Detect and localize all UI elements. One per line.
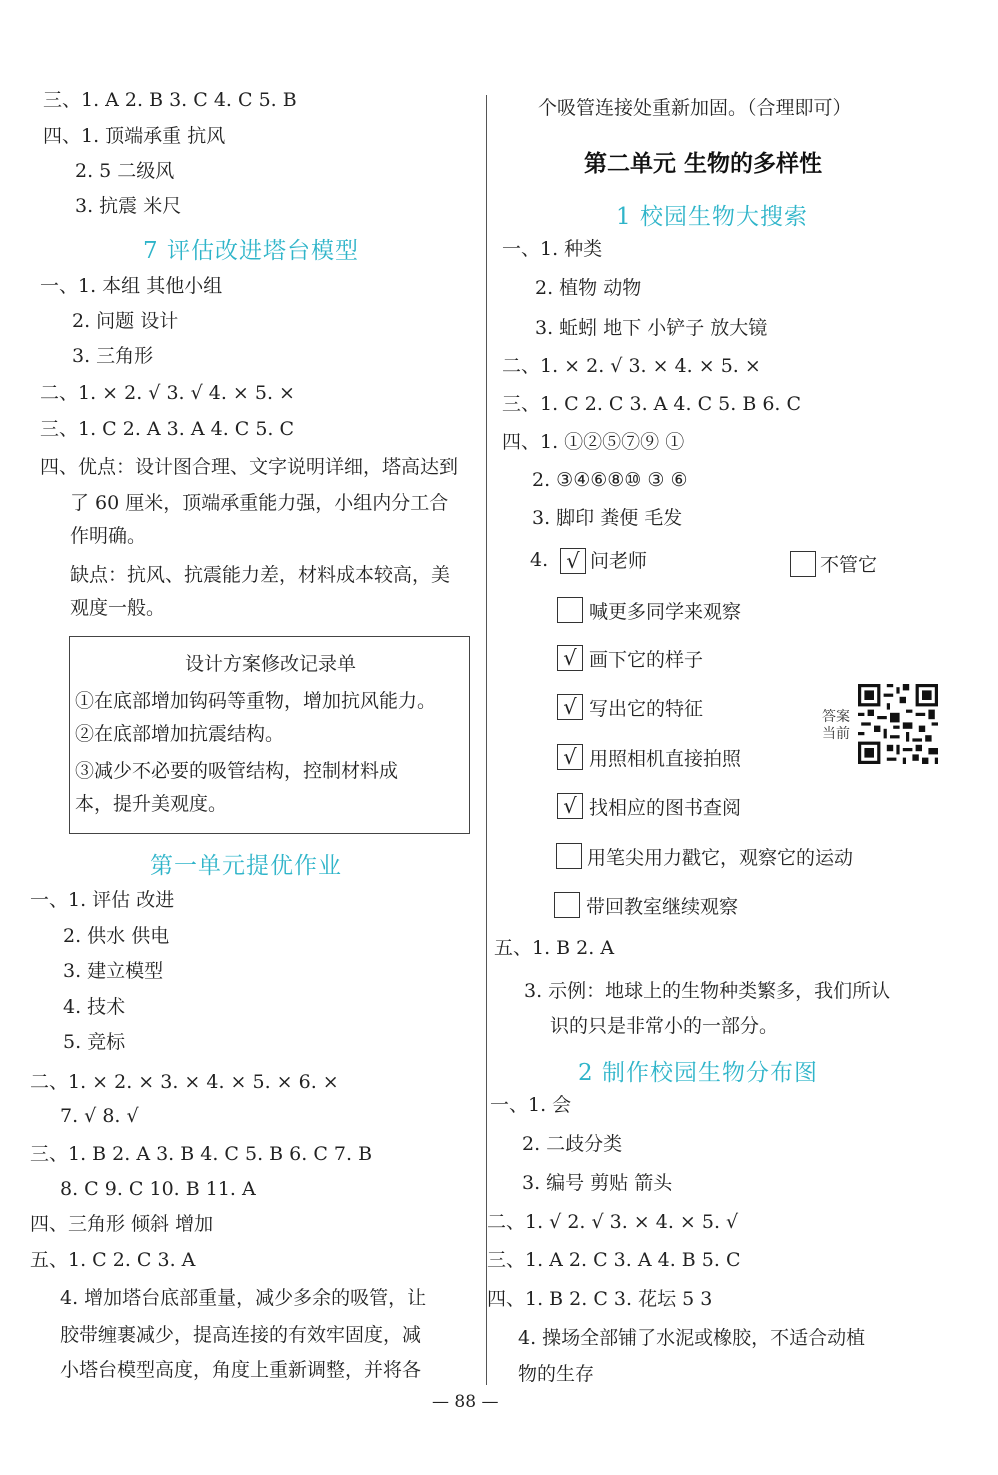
answer-line: 四、1. 顶端承重 抗风 [43, 125, 226, 147]
answer-line: 4. 操场全部铺了水泥或橡胶，不适合动植 [518, 1327, 866, 1349]
answer-line: 2. 二歧分类 [522, 1133, 623, 1155]
option-label: 用笔尖用力戳它，观察它的运动 [587, 847, 854, 869]
option-label: 画下它的样子 [589, 649, 704, 671]
section-title: 第一单元提优作业 [150, 853, 342, 879]
checkbox-checked: √ [557, 645, 583, 671]
answer-line: 三、1. A 2. B 3. C 4. C 5. B [43, 89, 297, 111]
answer-line: 一、1. 本组 其他小组 [40, 275, 223, 297]
answer-line: 个吸管连接处重新加固。（合理即可） [538, 97, 852, 119]
answer-line: 缺点：抗风、抗震能力差，材料成本较高，美 [70, 564, 451, 586]
option-label: 问老师 [590, 550, 648, 572]
checkbox-checked: √ [557, 744, 583, 770]
answer-line: 五、1. C 2. C 3. A [30, 1249, 196, 1271]
answer-line: 7. √ 8. √ [60, 1105, 139, 1127]
option-label: 找相应的图书查阅 [589, 797, 742, 819]
answer-line: 识的只是非常小的一部分。 [550, 1015, 779, 1037]
answer-line: 五、1. B 2. A [494, 937, 615, 959]
page-number: — 88 — [432, 1392, 499, 1412]
answer-line: 3. 脚印 粪便 毛发 [532, 507, 683, 529]
answer-line: 四、1. ①②⑤⑦⑨ ① [502, 431, 685, 453]
answer-line: 3. 编号 剪贴 箭头 [522, 1172, 673, 1194]
answer-line: 4. 增加塔台底部重量，减少多余的吸管，让 [60, 1287, 427, 1309]
answer-line: 三、1. B 2. A 3. B 4. C 5. B 6. C 7. B [30, 1143, 373, 1165]
checkbox-empty [554, 892, 580, 918]
answer-line: 二、1. × 2. √ 3. × 4. × 5. × [502, 355, 761, 377]
checkbox-empty [557, 597, 583, 623]
checkbox-empty [790, 551, 816, 577]
answer-line: 5. 竞标 [63, 1031, 126, 1053]
checkbox-checked: √ [560, 548, 586, 574]
answer-line: 了 60 厘米，顶端承重能力强，小组内分工合 [70, 492, 449, 514]
checkbox-checked: √ [557, 694, 583, 720]
answer-line: 8. C 9. C 10. B 11. A [60, 1178, 256, 1200]
box-line: ①在底部增加钩码等重物，增加抗风能力。 [75, 690, 437, 712]
answer-line: 胶带缠裹减少，提高连接的有效牢固度，减 [60, 1324, 422, 1346]
option-label: 带回教室继续观察 [586, 896, 739, 918]
section-title: 2 制作校园生物分布图 [578, 1060, 818, 1086]
checkbox-empty [556, 843, 582, 869]
answer-line: 作明确。 [70, 525, 147, 547]
box-title: 设计方案修改记录单 [185, 653, 357, 675]
answer-line: 一、1. 种类 [502, 238, 603, 260]
answer-line: 3. 抗震 米尺 [75, 195, 182, 217]
answer-line: 2. 植物 动物 [535, 277, 642, 299]
answer-line: 四、优点：设计图合理、文字说明详细，塔高达到 [40, 456, 459, 478]
answer-line: 四、三角形 倾斜 增加 [30, 1213, 214, 1235]
answer-line: 小塔台模型高度，角度上重新调整，并将各 [60, 1359, 422, 1381]
qr-label: 当前 [822, 726, 850, 742]
qr-code-icon[interactable] [858, 684, 938, 764]
answer-line: 三、1. A 2. C 3. A 4. B 5. C [487, 1249, 741, 1271]
answer-line: 三、1. C 2. C 3. A 4. C 5. B 6. C [502, 393, 802, 415]
answer-line: 2. 5 二级风 [75, 160, 175, 182]
answer-line: 3. 示例：地球上的生物种类繁多，我们所认 [524, 980, 891, 1002]
answer-line: 3. 三角形 [72, 345, 154, 367]
section-title: 7 评估改进塔台模型 [143, 238, 359, 264]
answer-line: 一、1. 会 [490, 1094, 572, 1116]
answer-line: 4. 技术 [63, 996, 126, 1018]
box-line: ③减少不必要的吸管结构，控制材料成 [75, 760, 399, 782]
answer-line: 二、1. √ 2. √ 3. × 4. × 5. √ [487, 1211, 739, 1233]
box-line: ②在底部增加抗震结构。 [75, 723, 285, 745]
answer-line: 3. 建立模型 [63, 960, 164, 982]
answer-line: 2. 问题 设计 [72, 310, 179, 332]
checkbox-checked: √ [557, 793, 583, 819]
qr-label: 答案 [822, 709, 850, 725]
answer-line: 三、1. C 2. A 3. A 4. C 5. C [40, 418, 295, 440]
answer-line: 四、1. B 2. C 3. 花坛 5 3 [487, 1288, 713, 1310]
unit-title: 第二单元 生物的多样性 [584, 150, 823, 177]
answer-line: 二、1. × 2. × 3. × 4. × 5. × 6. × [30, 1071, 339, 1093]
answer-line: 一、1. 评估 改进 [30, 889, 175, 911]
section-title: 1 校园生物大搜索 [616, 204, 808, 230]
box-line: 本，提升美观度。 [75, 793, 228, 815]
option-label: 写出它的特征 [589, 698, 704, 720]
answer-line: 2. 供水 供电 [63, 925, 170, 947]
answer-line: 物的生存 [518, 1363, 595, 1385]
answer-line: 2. ③④⑥⑧⑩ ③ ⑥ [532, 469, 688, 491]
column-divider [486, 95, 487, 1385]
option-label: 用照相机直接拍照 [589, 748, 742, 770]
option-label: 不管它 [820, 554, 878, 576]
answer-line: 观度一般。 [70, 597, 166, 619]
question-number: 4. [530, 549, 549, 571]
answer-line: 二、1. × 2. √ 3. √ 4. × 5. × [40, 382, 295, 404]
option-label: 喊更多同学来观察 [589, 601, 742, 623]
answer-line: 3. 蚯蚓 地下 小铲子 放大镜 [535, 317, 768, 339]
